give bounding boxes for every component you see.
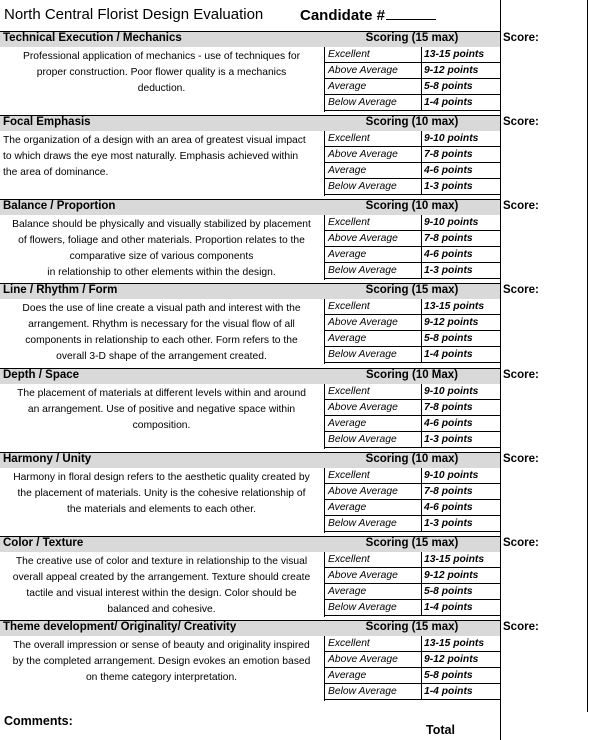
scoring-row: [325, 147, 501, 163]
points-range: 5-8 points: [424, 586, 473, 597]
comments-label: Comments:: [4, 714, 73, 728]
scoring-row-divider: [421, 215, 422, 231]
points-range: 9-10 points: [424, 470, 479, 481]
scoring-row-divider: [421, 79, 422, 95]
performance-level: Below Average: [328, 97, 397, 108]
points-range: 1-4 points: [424, 349, 473, 360]
scoring-max-label: Scoring (10 max): [365, 200, 459, 212]
points-range: 1-4 points: [424, 602, 473, 613]
performance-level: Below Average: [328, 265, 397, 276]
points-range: 1-3 points: [424, 434, 473, 445]
scoring-row: [325, 516, 501, 532]
points-range: 7-8 points: [424, 233, 473, 244]
performance-level: Below Average: [328, 434, 397, 445]
description-line: Professional application of mechanics - use of techniques for: [22, 51, 301, 62]
points-range: 5-8 points: [424, 81, 473, 92]
points-range: 5-8 points: [424, 333, 473, 344]
points-range: 13-15 points: [424, 49, 485, 60]
description-line: composition.: [132, 420, 191, 431]
section-description: [0, 386, 323, 434]
description-line: Harmony in floral design refers to the aesthetic quality created by: [13, 472, 310, 483]
points-range: 13-15 points: [424, 638, 485, 649]
points-range: 9-12 points: [424, 65, 479, 76]
scoring-row-divider: [421, 416, 422, 432]
scoring-table: [324, 552, 500, 617]
section-description: [0, 133, 323, 181]
performance-level: Excellent: [328, 638, 370, 649]
section-description: [0, 554, 323, 618]
candidate-number-blank[interactable]: [386, 6, 436, 20]
points-range: 7-8 points: [424, 149, 473, 160]
points-range: 9-12 points: [424, 654, 479, 665]
scoring-table: [324, 131, 500, 196]
performance-level: Above Average: [328, 149, 398, 160]
description-line: overall 3-D shape of the arrangement created.: [56, 351, 267, 362]
description-line: The creative use of color and texture in relationship to the visual: [15, 556, 308, 567]
candidate-number-field[interactable]: [300, 6, 436, 24]
points-range: 7-8 points: [424, 402, 473, 413]
description-line: an arrangement. Use of positive and negative space within: [27, 404, 296, 415]
section-title: Focal Emphasis: [3, 116, 91, 128]
right-edge-divider: [587, 0, 588, 712]
scoring-row-divider: [421, 299, 422, 315]
scoring-row: [325, 384, 501, 400]
points-range: 4-6 points: [424, 418, 473, 429]
scoring-row-divider: [421, 468, 422, 484]
scoring-row-divider: [421, 484, 422, 500]
scoring-row-divider: [421, 568, 422, 584]
total-label: Total: [426, 723, 455, 737]
score-label: Score:: [503, 621, 539, 633]
points-range: 9-10 points: [424, 386, 479, 397]
scoring-table: [324, 215, 500, 280]
score-label: Score:: [503, 537, 539, 549]
scoring-row: [325, 584, 501, 600]
section-description: [0, 217, 323, 281]
performance-level: Average: [328, 502, 367, 513]
points-range: 1-3 points: [424, 518, 473, 529]
scoring-row-divider: [421, 47, 422, 63]
description-line: in relationship to other elements within the design.: [47, 267, 276, 278]
scoring-row-divider: [421, 584, 422, 600]
points-range: 1-4 points: [424, 97, 473, 108]
points-range: 4-6 points: [424, 165, 473, 176]
description-line: overall appeal created by the arrangement. Texture should create: [12, 572, 311, 583]
scoring-row: [325, 299, 501, 315]
scoring-row-divider: [421, 668, 422, 684]
section-description: [0, 470, 323, 518]
performance-level: Above Average: [328, 233, 398, 244]
performance-level: Average: [328, 333, 367, 344]
description-line: to which draws the eye most naturally. Emphasis achieved within: [3, 151, 299, 162]
scoring-row-divider: [421, 331, 422, 347]
scoring-max-label: Scoring (10 max): [365, 453, 459, 465]
scoring-row: [325, 247, 501, 263]
scoring-row-divider: [421, 163, 422, 179]
section-title: Balance / Proportion: [3, 200, 116, 212]
score-label: Score:: [503, 284, 539, 296]
section-description: [0, 638, 323, 686]
points-range: 4-6 points: [424, 249, 473, 260]
scoring-row-divider: [421, 179, 422, 195]
scoring-row: [325, 652, 501, 668]
sheet-title: North Central Florist Design Evaluation: [4, 6, 264, 23]
performance-level: Average: [328, 670, 367, 681]
description-line: the placement of materials. Unity is the cohesive relationship of: [17, 488, 306, 499]
scoring-row: [325, 416, 501, 432]
performance-level: Below Average: [328, 349, 397, 360]
points-range: 13-15 points: [424, 301, 485, 312]
performance-level: Average: [328, 586, 367, 597]
description-line: comparative size of various components: [69, 251, 254, 262]
scoring-row-divider: [421, 684, 422, 700]
score-column-divider: [500, 0, 501, 740]
performance-level: Above Average: [328, 654, 398, 665]
performance-level: Below Average: [328, 686, 397, 697]
score-label: Score:: [503, 453, 539, 465]
scoring-row: [325, 668, 501, 684]
performance-level: Above Average: [328, 486, 398, 497]
section-title: Color / Texture: [3, 537, 84, 549]
scoring-row: [325, 636, 501, 652]
points-range: 1-4 points: [424, 686, 473, 697]
performance-level: Excellent: [328, 217, 370, 228]
section-title: Line / Rhythm / Form: [3, 284, 118, 296]
scoring-max-label: Scoring (15 max): [365, 537, 459, 549]
description-line: The placement of materials at different levels within and around: [17, 388, 306, 399]
scoring-row: [325, 315, 501, 331]
performance-level: Excellent: [328, 133, 370, 144]
description-line: on theme category interpretation.: [85, 672, 238, 683]
scoring-row: [325, 63, 501, 79]
scoring-row-divider: [421, 247, 422, 263]
scoring-row-divider: [421, 652, 422, 668]
points-range: 9-12 points: [424, 570, 479, 581]
points-range: 1-3 points: [424, 181, 473, 192]
score-label: Score:: [503, 369, 539, 381]
scoring-row: [325, 79, 501, 95]
scoring-row: [325, 47, 501, 63]
description-line: the area of dominance.: [3, 167, 109, 178]
scoring-row-divider: [421, 95, 422, 111]
score-label: Score:: [503, 32, 539, 44]
points-range: 9-10 points: [424, 217, 479, 228]
description-line: of flowers, foliage and other materials. Proportion relates to the: [18, 235, 305, 246]
scoring-row: [325, 552, 501, 568]
scoring-row: [325, 95, 501, 111]
performance-level: Above Average: [328, 570, 398, 581]
scoring-row-divider: [421, 432, 422, 448]
description-line: components in relationship to each other. Form refers to the: [25, 335, 298, 346]
scoring-table: [324, 47, 500, 112]
scoring-row-divider: [421, 600, 422, 616]
scoring-row-divider: [421, 147, 422, 163]
scoring-row: [325, 468, 501, 484]
scoring-table: [324, 636, 500, 701]
score-label: Score:: [503, 200, 539, 212]
scoring-row-divider: [421, 263, 422, 279]
candidate-label: Candidate #: [300, 7, 386, 24]
description-line: The overall impression or sense of beauty and originality inspired: [13, 640, 310, 651]
scoring-row: [325, 331, 501, 347]
scoring-row: [325, 484, 501, 500]
description-line: deduction.: [137, 83, 186, 94]
description-line: the materials and elements to each other.: [67, 504, 256, 515]
scoring-max-label: Scoring (10 max): [365, 116, 459, 128]
scoring-row-divider: [421, 384, 422, 400]
points-range: 4-6 points: [424, 502, 473, 513]
performance-level: Excellent: [328, 386, 370, 397]
description-line: Does the use of line create a visual path and interest with the: [22, 303, 301, 314]
scoring-max-label: Scoring (10 Max): [365, 369, 459, 381]
scoring-row-divider: [421, 347, 422, 363]
scoring-row: [325, 568, 501, 584]
section-description: [0, 301, 323, 365]
performance-level: Above Average: [328, 317, 398, 328]
points-range: 7-8 points: [424, 486, 473, 497]
scoring-row: [325, 231, 501, 247]
scoring-row-divider: [421, 400, 422, 416]
section-title: Theme development/ Originality/ Creativity: [3, 621, 237, 633]
scoring-row-divider: [421, 500, 422, 516]
performance-level: Below Average: [328, 181, 397, 192]
scoring-row: [325, 500, 501, 516]
performance-level: Average: [328, 418, 367, 429]
scoring-row-divider: [421, 315, 422, 331]
performance-level: Below Average: [328, 518, 397, 529]
section-title: Depth / Space: [3, 369, 80, 381]
performance-level: Excellent: [328, 301, 370, 312]
score-label: Score:: [503, 116, 539, 128]
performance-level: Above Average: [328, 65, 398, 76]
section-title: Technical Execution / Mechanics: [3, 32, 182, 44]
scoring-row: [325, 347, 501, 363]
scoring-row-divider: [421, 63, 422, 79]
description-line: tactile and visual interest within the design. Color should be: [26, 588, 297, 599]
scoring-table: [324, 468, 500, 533]
scoring-row: [325, 215, 501, 231]
performance-level: Below Average: [328, 602, 397, 613]
description-line: balanced and cohesive.: [107, 604, 216, 615]
scoring-row-divider: [421, 516, 422, 532]
description-line: by the completed arrangement. Design evokes an emotion based: [12, 656, 311, 667]
description-line: proper construction. Poor flower quality is a mechanics: [36, 67, 287, 78]
scoring-max-label: Scoring (15 max): [365, 32, 459, 44]
description-line: arrangement. Rhythm is necessary for the visual flow of all: [28, 319, 295, 330]
performance-level: Average: [328, 81, 367, 92]
scoring-row-divider: [421, 636, 422, 652]
scoring-row: [325, 400, 501, 416]
performance-level: Above Average: [328, 402, 398, 413]
scoring-row: [325, 432, 501, 448]
scoring-row: [325, 600, 501, 616]
points-range: 5-8 points: [424, 670, 473, 681]
scoring-row-divider: [421, 552, 422, 568]
performance-level: Average: [328, 165, 367, 176]
scoring-max-label: Scoring (15 max): [365, 621, 459, 633]
scoring-row: [325, 163, 501, 179]
scoring-row: [325, 263, 501, 279]
performance-level: Average: [328, 249, 367, 260]
scoring-table: [324, 299, 500, 364]
scoring-row: [325, 179, 501, 195]
scoring-row: [325, 684, 501, 700]
description-line: Balance should be physically and visually stabilized by placement: [12, 219, 311, 230]
scoring-table: [324, 384, 500, 449]
performance-level: Excellent: [328, 554, 370, 565]
scoring-row-divider: [421, 231, 422, 247]
section-title: Harmony / Unity: [3, 453, 92, 465]
scoring-max-label: Scoring (15 max): [365, 284, 459, 296]
points-range: 9-12 points: [424, 317, 479, 328]
performance-level: Excellent: [328, 470, 370, 481]
points-range: 9-10 points: [424, 133, 479, 144]
description-line: The organization of a design with an area of greatest visual impact: [3, 135, 306, 146]
section-description: [0, 49, 323, 97]
scoring-row-divider: [421, 131, 422, 147]
scoring-row: [325, 131, 501, 147]
performance-level: Excellent: [328, 49, 370, 60]
points-range: 1-3 points: [424, 265, 473, 276]
points-range: 13-15 points: [424, 554, 485, 565]
